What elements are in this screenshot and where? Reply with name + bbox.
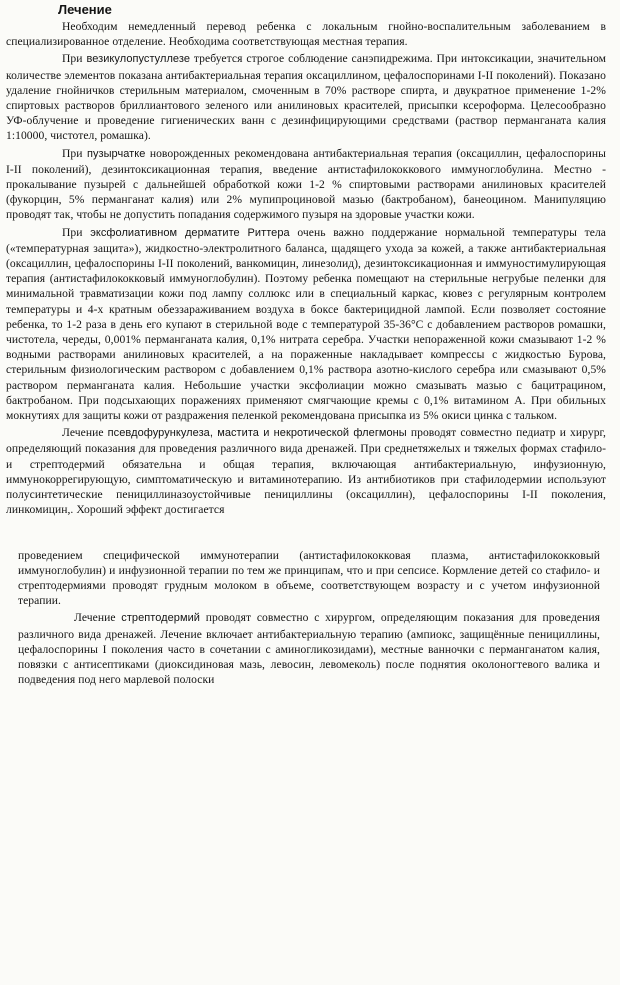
upper-text-block — [6, 19, 606, 518]
paragraph-text: требуется строгое соблюдение санэпидрежима. При интоксикации, значительном количестве элементов показана антибактериальная терапия оксациллином, цефалоспоринами I-II поколений). Показано удаление гнойничков стерильным материалом, смоченным в 70% растворе спирта, и двукратное применение 1-2% спиртовых растворов бриллиантового зеленого или анилиновых красителей, присыпки ксероформа. Целесообразно УФ-облучение и проведение гигиенических ванн с дезинфицирующими средствами (раствор перманганата калия 1:10000, чистотел, ромашка). — [6, 52, 606, 143]
disease-term: псевдофурункулеза, мастита и некротической флегмоны — [107, 427, 407, 440]
lower-text-block — [6, 548, 606, 688]
paragraph-vesiculopustulosis — [6, 51, 606, 143]
disease-term: пузырчатке — [86, 147, 146, 160]
paragraph-text: проводят совместно педиатр и хирург, определяющий показания для проведения различного вида дренажей. При среднетяжелых и тяжелых формах стафило- и стрептодермий обязательна и общая терапия, включающая антибактериальную, инфузионную, иммунокоррегирующую, симптоматическую и витаминотерапию. Из антибиотиков при стафилодермии используют полусинтетические пенициллиназоустойчивые пенициллины (оксациллин), цефалоспорины I-II поколения, линкомицин,. Хороший эффект достигается — [6, 426, 606, 517]
paragraph-text: новорожденных рекомендована антибактериальная терапия (оксациллин, цефалоспорины I-II поколений), дезинтоксикационная терапия, введение антистафилококкового иммуноглобулина. Местно - прокалывание пузырей с дальнейшей обработкой кожи 1-2 % спиртовыми растворами анилиновых красителей (фукорцин, 5% перманганат калия) или 2% мупипроциновой мазью (бактробаном), банеоцином. Манипуляцию проводят так, чтобы не допустить попадания содержимого пузыря на здоровые участки кожи. — [6, 146, 606, 222]
disease-term: стрептодермий — [121, 612, 200, 625]
page-break-gap — [6, 520, 606, 548]
paragraph-text: проводят совместно с хирургом, определяющим показания для проведения различного вида дренажей. Лечение включает антибактериальную терапию (ампиокс, защищённые пенициллины, цефалоспорины I поколения часто в сочетании с аминогликозидами), местные ванночки с перманганатом калия, повязки с антисептиками (диоксидиновая мазь, левосин, левомеколь) после поднятия околоногтевого валика и подведения под него марлевой полоски — [18, 611, 600, 687]
paragraph-text: проведением специфической иммунотерапии (антистафилококковая плазма, антистафилококковый иммуноглобулин) и инфузионной терапии по тем же принципам, что и при сепсисе. Кормление детей со стафило- и стрептодермиями проводят грудным молоком в объеме, соответствующем возрасту и с учетом инфузионной терапии. — [18, 548, 600, 608]
disease-term: эксфолиативном дерматите Риттера — [90, 226, 290, 239]
disease-term: везикулопустуллезе — [86, 53, 190, 66]
paragraph-ritter-dermatitis — [6, 225, 606, 424]
paragraph-lead: Лечение — [62, 426, 104, 440]
paragraph-pseudofurunculosis — [6, 425, 606, 517]
section-heading: Лечение — [58, 2, 112, 17]
paragraph-streptoderma — [18, 610, 600, 687]
paragraph-text: очень важно поддержание нормальной температуры тела («температурная защита»), жидкостно-электролитного баланса, щадящего ухода за кожей, а также антибактериальная (оксациллин, цефалоспорины I-II поколений, ванкомицин, линезолид), дезинтоксикационная и иммуностимулирующая терапия (антистафилококковый иммуноглобулин). Поэтому ребенка помещают на стерильные негрубые пеленки для минимальной травматизации кожи под лампу соллюкс или в специальный каркас, кювез с регулярным контролем температуры и 4-х кратным обеззараживанием воздуха в боксе бактерицидной лампой. Если позволяет состояние ребенка, то 1-2 раза в день его купают в стерильной воде с температурой 35-36°С с добавлением растворов ромашки, чистотела, череды, 0,001% перманганата калия, 0,1% нитрата серебра. Участки непораженной кожи смазывают 1-2 % водными растворами анилиновых красителей, а на пораженные накладывает компрессы с жидкостью Бурова, стерильным физиологическим раствором с добавлением 0,1% раствора азотно-кислого серебра или смазывают 0,5% раствором перманганата калия. Небольшие участки эксфолиации можно смазывать мазью с бацитрацином, бактробаном. При подсыхающих поражениях применяют смягчающие кремы с 0,1% витамином А. При обильных мокнутиях для защиты кожи от раздражения пеленкой рекомендована присыпка из 5% окиси цинка с тальком. — [6, 225, 607, 423]
paragraph-transfer — [6, 19, 606, 49]
paragraph-continuation — [18, 548, 600, 609]
paragraph-lead: При — [62, 52, 83, 66]
paragraph-text: Необходим немедленный перевод ребенка с локальным гнойно-воспалительным заболеванием в специализированное отделение. Необходима соответствующая местная терапия. — [6, 20, 606, 49]
paragraph-lead: Лечение — [74, 611, 116, 625]
paragraph-lead: При — [62, 146, 83, 160]
paragraph-pemphigus — [6, 146, 606, 223]
paragraph-lead: При — [62, 225, 83, 239]
